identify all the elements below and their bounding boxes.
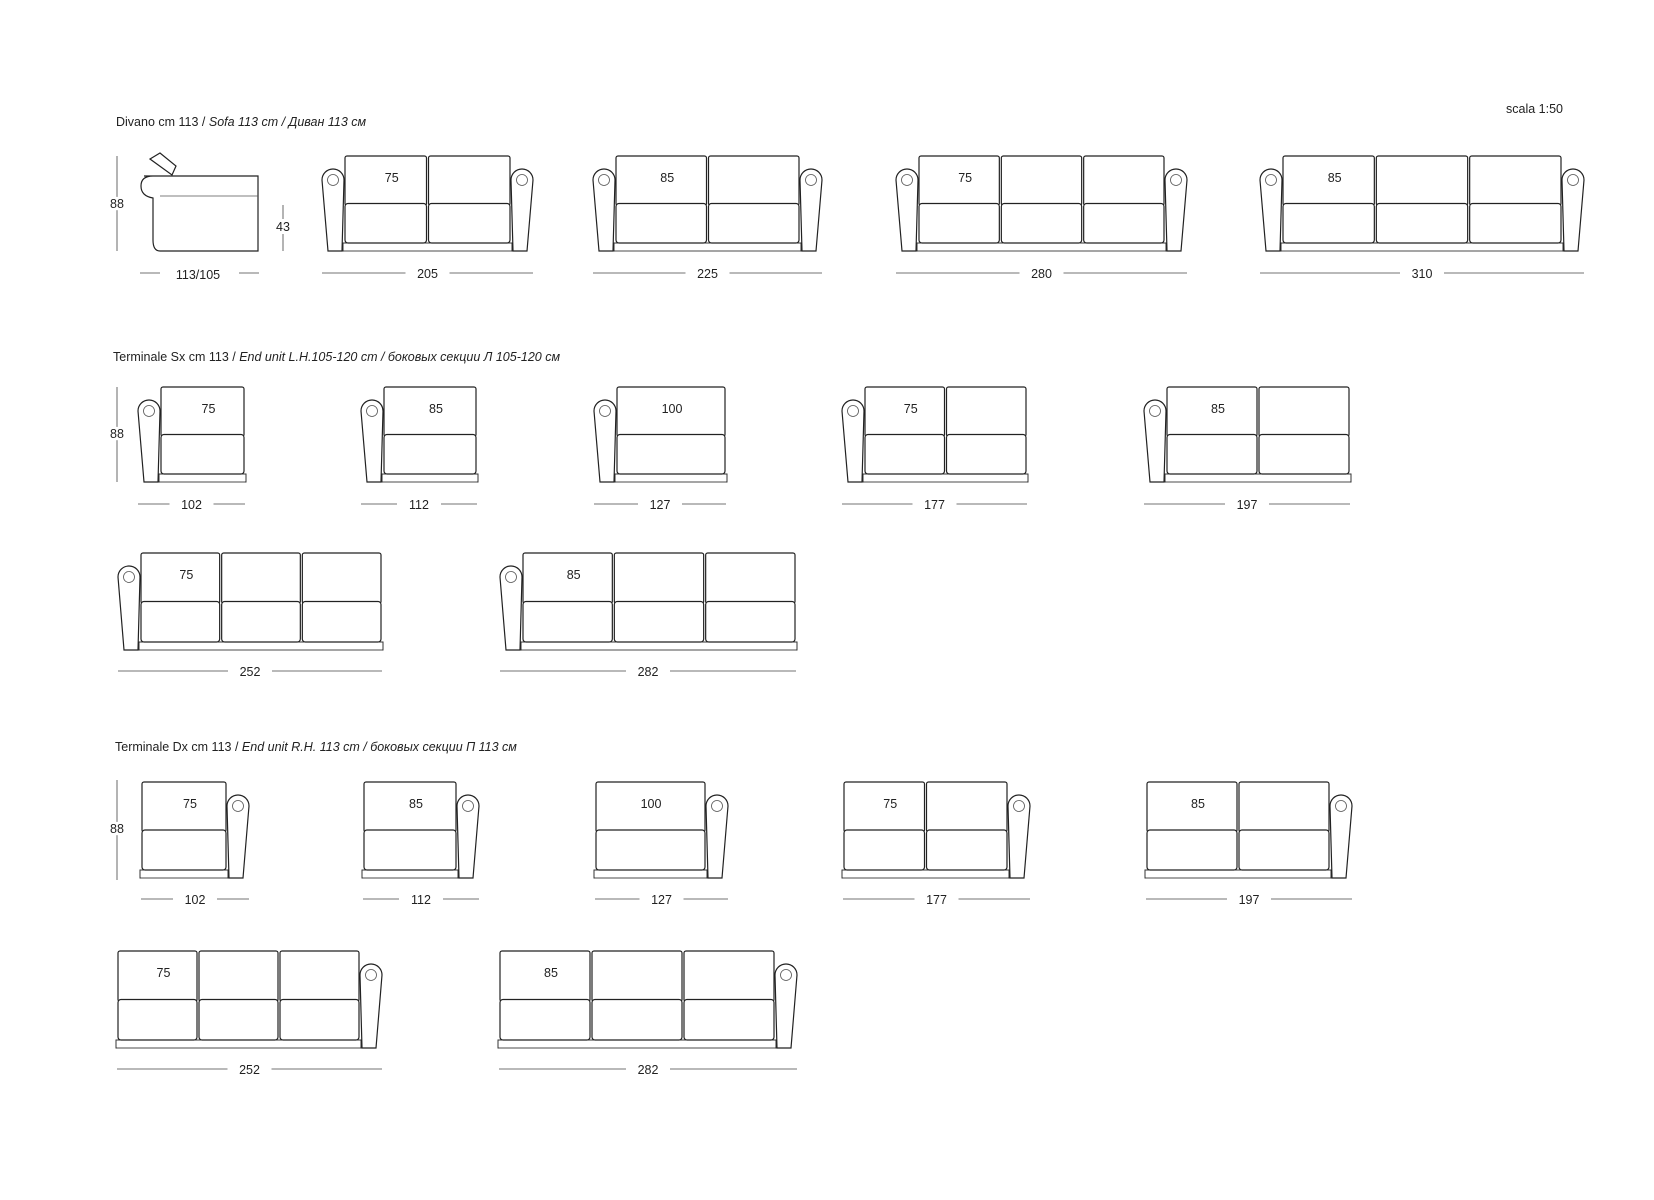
left-arm: [896, 169, 918, 251]
back-cushion: [1470, 156, 1561, 206]
right-arm: [1330, 795, 1352, 878]
seat-cushion: [684, 1000, 774, 1041]
right-arm: [511, 169, 533, 251]
seat-cushion: [500, 1000, 590, 1041]
end-right-model-4: [842, 782, 1030, 907]
back-cushion: [709, 156, 800, 206]
overall-width-label: 197: [1236, 498, 1258, 512]
seat-cushion: [709, 204, 800, 244]
seat-width-label: 75: [903, 402, 918, 416]
side-view: [110, 153, 290, 282]
right-arm: [1165, 169, 1187, 251]
end-right-model-6: [116, 951, 382, 1077]
seat-cushion: [844, 830, 925, 870]
base-plinth: [614, 243, 801, 251]
overall-width-label: 280: [1031, 267, 1052, 281]
section-title-end-left-it: Terminale Sx cm 113 /: [113, 350, 240, 364]
base-plinth: [139, 642, 383, 650]
seat-width-label: 75: [384, 171, 399, 185]
right-arm: [1562, 169, 1584, 251]
base-plinth: [382, 474, 478, 482]
base-plinth: [594, 870, 707, 878]
back-cushion: [1084, 156, 1164, 206]
back-cushion: [302, 553, 381, 604]
base-plinth: [1145, 870, 1331, 878]
section-title-sofa-it: Divano cm 113 /: [116, 115, 209, 129]
section-title-end-right: [115, 740, 517, 754]
end-right-model-3: [594, 782, 728, 907]
seat-cushion: [118, 1000, 197, 1041]
overall-width-label: 177: [926, 893, 947, 907]
seat-cushion: [617, 435, 725, 475]
back-cushion: [1001, 156, 1081, 206]
left-arm: [1144, 400, 1166, 482]
base-plinth: [863, 474, 1028, 482]
seat-width-label: 75: [958, 171, 973, 185]
left-arm: [594, 400, 616, 482]
end-right-model-7: [498, 951, 797, 1077]
seat-cushion: [947, 435, 1027, 475]
base-plinth: [343, 243, 512, 251]
seat-width-label: 75: [201, 402, 216, 416]
sofa-models: [322, 156, 1584, 281]
seat-cushion: [1001, 204, 1081, 244]
seat-cushion: [592, 1000, 682, 1041]
base-plinth: [917, 243, 1166, 251]
end-left-model-5: [1144, 387, 1351, 512]
seat-cushion: [142, 830, 226, 870]
seat-cushion: [616, 204, 707, 244]
end-left-models: [118, 387, 1351, 679]
seat-cushion: [429, 204, 511, 244]
seat-cushion: [141, 602, 220, 643]
overall-width-label: 252: [239, 665, 261, 679]
seat-cushion: [1084, 204, 1164, 244]
base-plinth: [116, 1040, 361, 1048]
section-title-end-right-translations: End unit R.H. 113 cm / боковых секции П 113 см: [241, 740, 517, 754]
section-title-sofa-translations: Sofa 113 cm / Диван 113 см: [208, 115, 367, 129]
end-left-model-1: [138, 387, 246, 512]
back-cushion: [1239, 782, 1329, 832]
seat-width-label: 75: [883, 797, 898, 811]
right-arm: [706, 795, 728, 878]
base-plinth: [362, 870, 458, 878]
seat-cushion: [596, 830, 705, 870]
seat-cushion: [161, 435, 244, 475]
left-arm: [842, 400, 864, 482]
seat-cushion: [384, 435, 476, 475]
seat-width-label: 85: [566, 568, 581, 582]
seat-cushion: [1470, 204, 1561, 244]
overall-width-label: 282: [637, 1063, 659, 1077]
base-plinth: [842, 870, 1009, 878]
overall-width-label: 112: [409, 498, 429, 512]
overall-width-label: 112: [411, 893, 431, 907]
end-left-height-label: 88: [110, 427, 124, 441]
overall-width-label: 310: [1411, 267, 1433, 281]
back-cushion: [1376, 156, 1467, 206]
seat-width-label: 85: [409, 797, 423, 811]
base-plinth: [159, 474, 246, 482]
depth-label: 113/105: [175, 268, 221, 282]
back-cushion: [222, 553, 301, 604]
right-arm: [227, 795, 249, 878]
sofa-model-3: [896, 156, 1187, 281]
seat-cushion: [523, 602, 612, 643]
seat-width-label: 75: [179, 568, 194, 582]
sofa-model-1: [322, 156, 533, 281]
seat-cushion: [364, 830, 456, 870]
seat-width-label: 75: [183, 797, 197, 811]
back-cushion: [684, 951, 774, 1002]
seat-width-label: 100: [661, 402, 683, 416]
section-title-end-left-translations: End unit L.H.105-120 cm / боковых секции Л 105-120 см: [239, 350, 561, 364]
back-cushion: [614, 553, 703, 604]
overall-width-label: 177: [924, 498, 945, 512]
sofa-model-2: [593, 156, 822, 281]
seat-cushion: [302, 602, 381, 643]
base-plinth: [521, 642, 797, 650]
end-left-model-7: [500, 553, 797, 679]
left-arm: [500, 566, 522, 650]
overall-width-label: 127: [649, 498, 671, 512]
section-title-sofa: [116, 115, 367, 129]
back-cushion: [927, 782, 1008, 832]
seat-width-label: 85: [544, 966, 558, 980]
end-right-model-5: [1145, 782, 1352, 907]
seat-cushion: [1147, 830, 1237, 870]
right-arm: [1008, 795, 1030, 878]
base-plinth: [1281, 243, 1563, 251]
scale-label: scala 1:50: [1506, 102, 1563, 116]
end-right-model-2: [362, 782, 479, 907]
seat-width-label: 85: [1211, 402, 1225, 416]
back-cushion: [280, 951, 359, 1002]
base-plinth: [140, 870, 228, 878]
overall-width-label: 127: [651, 893, 672, 907]
seat-width-label: 100: [640, 797, 662, 811]
right-arm: [457, 795, 479, 878]
section-title-end-right-it: Terminale Dx cm 113 /: [115, 740, 242, 754]
seat-cushion: [222, 602, 301, 643]
side-view-backrest: [150, 153, 176, 175]
right-arm: [800, 169, 822, 251]
seat-cushion: [614, 602, 703, 643]
seat-width-label: 85: [1327, 171, 1342, 185]
end-left-model-2: [361, 387, 478, 512]
right-arm: [360, 964, 382, 1048]
overall-width-label: 225: [697, 267, 718, 281]
back-cushion: [592, 951, 682, 1002]
end-left-model-3: [594, 387, 727, 512]
base-plinth: [498, 1040, 776, 1048]
left-arm: [593, 169, 615, 251]
seat-height-label: 43: [276, 220, 290, 234]
back-cushion: [947, 387, 1027, 437]
overall-width-label: 102: [184, 893, 206, 907]
side-view-body: [141, 176, 258, 251]
seat-cushion: [1167, 435, 1257, 475]
sofa-model-4: [1260, 156, 1584, 281]
left-arm: [118, 566, 140, 650]
seat-cushion: [865, 435, 945, 475]
seat-cushion: [919, 204, 999, 244]
end-left-model-4: [842, 387, 1028, 512]
seat-cushion: [199, 1000, 278, 1041]
end-right-model-1: [140, 782, 249, 907]
overall-width-label: 102: [181, 498, 202, 512]
back-cushion: [199, 951, 278, 1002]
overall-width-label: 197: [1238, 893, 1260, 907]
section-title-end-left: [113, 350, 560, 364]
left-arm: [1260, 169, 1282, 251]
back-cushion: [429, 156, 511, 206]
seat-cushion: [1376, 204, 1467, 244]
base-plinth: [615, 474, 727, 482]
seat-cushion: [927, 830, 1008, 870]
seat-cushion: [345, 204, 427, 244]
seat-width-label: 75: [156, 966, 171, 980]
height-label: 88: [110, 197, 124, 211]
end-right-models: [116, 782, 1352, 1077]
seat-cushion: [706, 602, 795, 643]
end-right-height-label: 88: [110, 822, 124, 836]
seat-width-label: 85: [660, 171, 675, 185]
end-left-model-6: [118, 553, 383, 679]
seat-cushion: [280, 1000, 359, 1041]
left-arm: [322, 169, 344, 251]
left-arm: [138, 400, 160, 482]
back-cushion: [706, 553, 795, 604]
seat-cushion: [1259, 435, 1349, 475]
seat-width-label: 85: [1191, 797, 1205, 811]
seat-cushion: [1283, 204, 1374, 244]
overall-width-label: 252: [239, 1063, 260, 1077]
left-arm: [361, 400, 383, 482]
right-arm: [775, 964, 797, 1048]
back-cushion: [1259, 387, 1349, 437]
overall-width-label: 282: [637, 665, 659, 679]
base-plinth: [1165, 474, 1351, 482]
seat-cushion: [1239, 830, 1329, 870]
seat-width-label: 85: [429, 402, 443, 416]
overall-width-label: 205: [417, 267, 438, 281]
